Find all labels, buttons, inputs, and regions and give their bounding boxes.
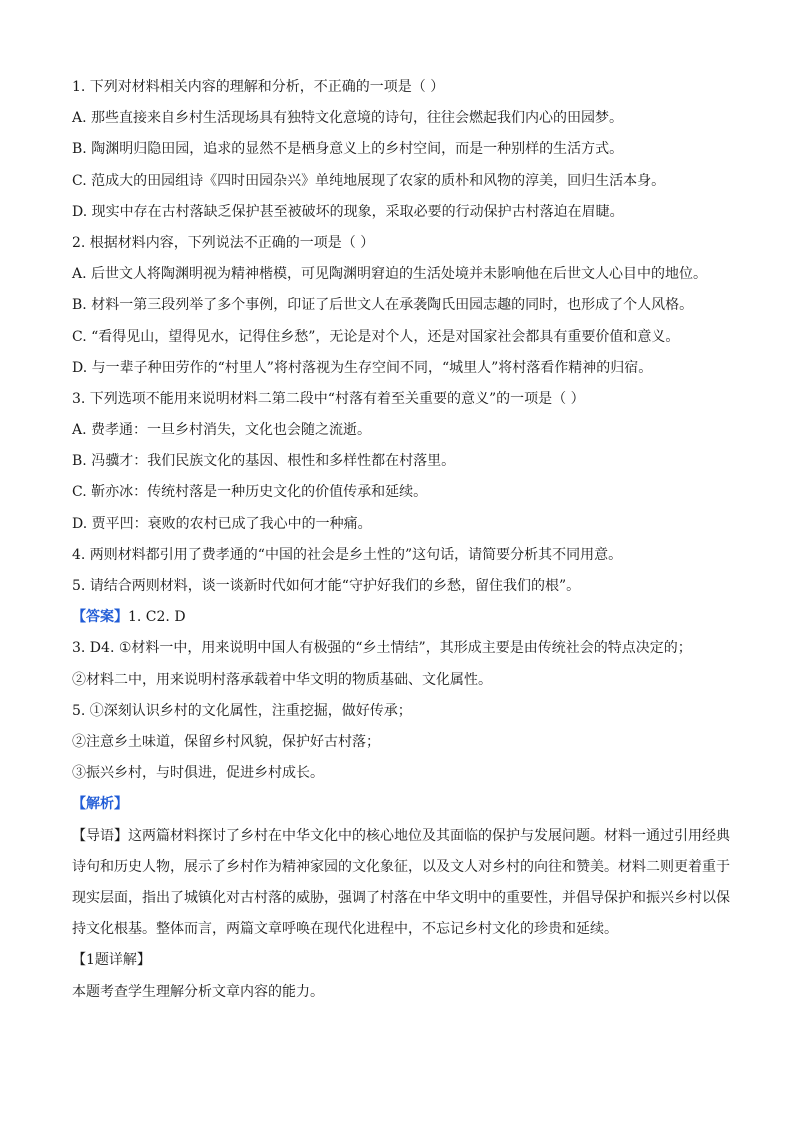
question-3-option-c: C. 靳亦冰：传统村落是一种历史文化的价值传承和延续。: [72, 484, 428, 501]
question-4: 4. 两则材料都引用了费孝通的“中国的社会是乡土性的”这句话，请简要分析其不同用意。: [72, 546, 623, 563]
question-2-option-b: B. 材料一第三段列举了多个事例，印证了后世文人在承袭陶氏田园志趣的同时，也形成了个人风格。: [72, 297, 694, 314]
answer-first: 1. C2. D: [128, 609, 186, 626]
answer-line: ②注意乡土味道，保留乡村风貌，保护好古村落；: [72, 733, 380, 750]
answer-label: 【答案】: [72, 609, 128, 626]
question-1-stem: 1. 下列对材料相关内容的理解和分析，不正确的一项是（ ）: [72, 79, 445, 95]
answer-line: 3. D4. ①材料一中，用来说明中国人有极强的“乡土情结”，其形成主要是由传统社会的特点决定的；: [72, 640, 692, 657]
question-1-option-d: D. 现实中存在古村落缺乏保护甚至被破坏的现象，采取必要的行动保护古村落迫在眉睫。: [72, 203, 624, 220]
guide-paragraph: [72, 821, 732, 946]
answer-line: ③振兴乡村，与时俱进，促进乡村成长。: [72, 765, 324, 782]
question-3-option-d: D. 贾平凹：衰败的农村已成了我心中的一种痛。: [72, 515, 372, 532]
guide-text: 这两篇材料探讨了乡村在中华文化中的核心地位及其面临的保护与发展问题。材料一通过引用经典诗句和历史人物，展示了乡村作为精神家园的文化象征，以及文人对乡村的向往和赞美。材料二则更着重于现实层面，指出了城镇化对古村落的威胁，强调了村落在中华文明中的重要性，并倡导保护和振兴乡村以保持文化根基。整体而言，两篇文章呼唤在现代化进程中，不忘记乡村文化的珍贵和延续。: [72, 827, 730, 938]
question-5: 5. 请结合两则材料，谈一谈新时代如何才能“守护好我们的乡愁，留住我们的根”。: [72, 578, 581, 594]
question-1-option-b: B. 陶渊明归隐田园，追求的显然不是栖身意义上的乡村空间，而是一种别样的生活方式。: [72, 141, 624, 158]
question-3-option-b: B. 冯骥才：我们民族文化的基因、根性和多样性都在村落里。: [72, 453, 456, 470]
document-content: [72, 72, 732, 1008]
detail-text: 本题考查学生理解分析文章内容的能力。: [72, 983, 324, 1000]
question-2-option-a: A. 后世文人将陶渊明视为精神楷模，可见陶渊明窘迫的生活处境并未影响他在后世文人心目中的地位。: [72, 266, 708, 283]
question-1-option-a: A. 那些直接来自乡村生活现场具有独特文化意境的诗句，往往会燃起我们内心的田园梦。: [72, 110, 624, 127]
question-2-option-c: C. “看得见山，望得见水，记得住乡愁”，无论是对个人，还是对国家社会都具有重要价值和意义。: [72, 328, 680, 345]
answer-line: 5. ①深刻认识乡村的文化属性，注重挖掘，做好传承；: [72, 702, 412, 719]
question-2-stem: 2. 根据材料内容，下列说法不正确的一项是（ ）: [72, 234, 375, 251]
analysis-label-text: 【解析】: [72, 796, 128, 813]
answer-line: ②材料二中，用来说明村落承载着中华文明的物质基础、文化属性。: [72, 671, 492, 688]
analysis-label: [72, 789, 732, 820]
question-3-option-a: A. 费孝通：一旦乡村消失，文化也会随之流逝。: [72, 422, 372, 439]
guide-label: 【导语】: [72, 827, 128, 844]
question-2-option-d: D. 与一辈子种田劳作的“村里人”将村落视为生存空间不同，“城里人”将村落看作精神的归宿。: [72, 359, 653, 376]
question-3-stem: 3. 下列选项不能用来说明材料二第二段中“村落有着至关重要的意义”的一项是（ ）: [72, 390, 585, 407]
answer-header: [72, 602, 732, 633]
detail-label: 【1题详解】: [72, 952, 151, 969]
question-1-option-c: C. 范成大的田园组诗《四时田园杂兴》单纯地展现了农家的质朴和风物的淳美，回归生活本身。: [72, 172, 666, 189]
